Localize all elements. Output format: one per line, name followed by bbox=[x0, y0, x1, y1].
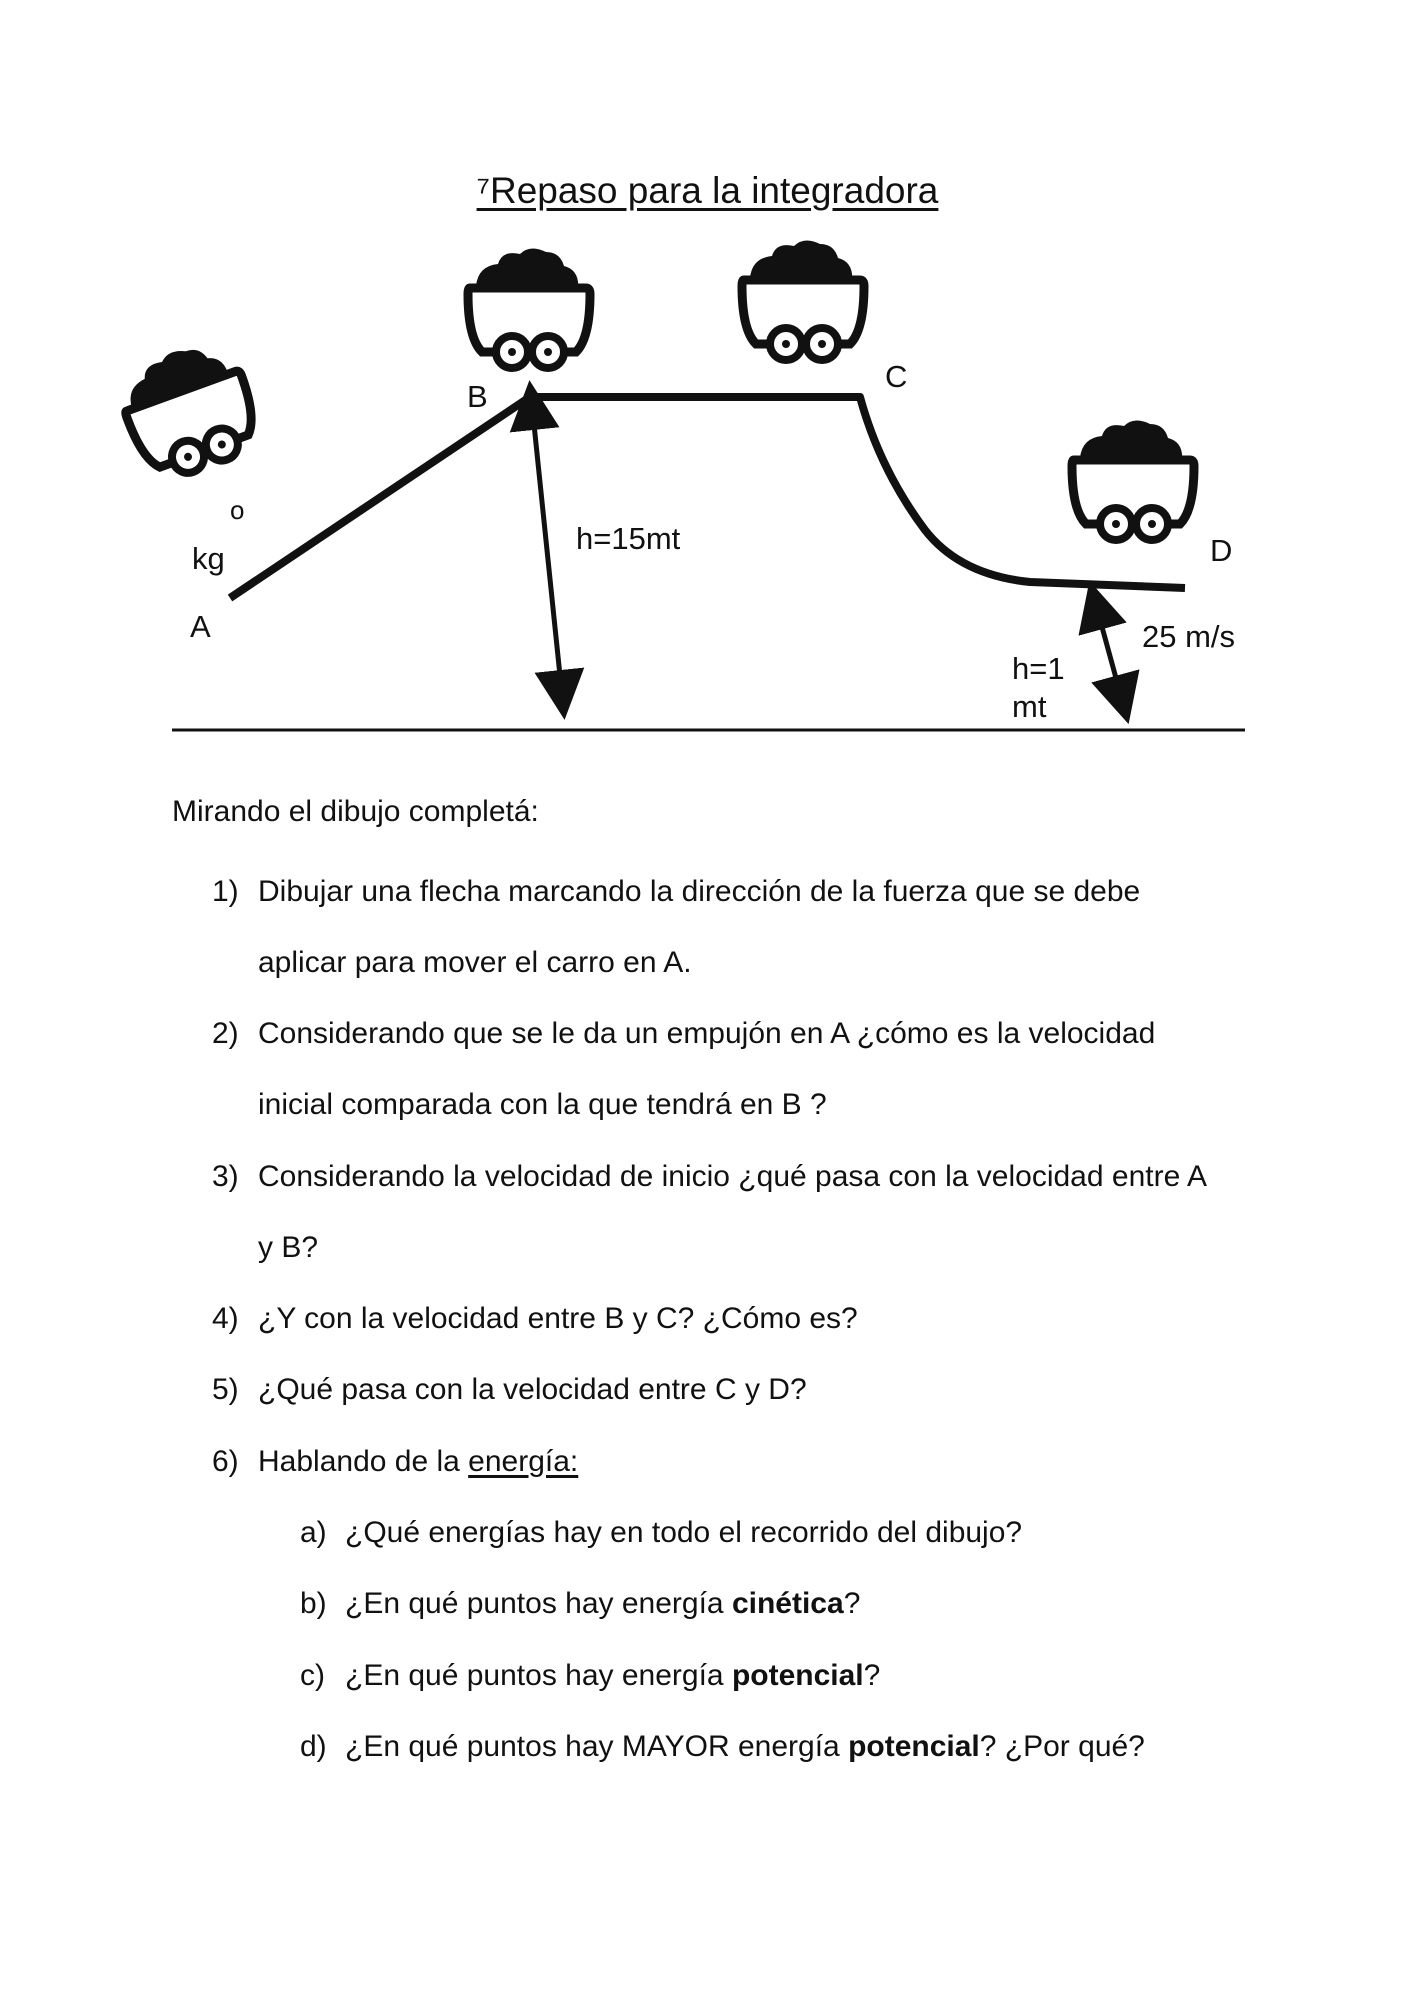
subquestion-bold: potencial bbox=[731, 1659, 864, 1692]
question-number: 2) bbox=[212, 1017, 239, 1050]
subquestion-text bbox=[345, 1661, 880, 1691]
question-number: 6) bbox=[212, 1445, 239, 1478]
speed-label-d: 25 m/s bbox=[1142, 619, 1236, 654]
question-text bbox=[258, 1447, 578, 1477]
subquestion-pre: ¿En qué puntos hay energía bbox=[345, 1587, 732, 1620]
subquestion-pre: ¿Qué energías hay en todo el recorrido del dibujo? bbox=[345, 1516, 1023, 1549]
cart-icon-b bbox=[468, 248, 590, 368]
track-line bbox=[230, 397, 1185, 598]
subquestion-letter: b) bbox=[300, 1587, 327, 1620]
label-c: C bbox=[885, 359, 908, 394]
cart-icon-a bbox=[111, 333, 267, 487]
height-label-d-2: mt bbox=[1012, 689, 1047, 724]
mass-fragment-top: o bbox=[230, 495, 245, 525]
question-text-cont: y B? bbox=[258, 1231, 319, 1264]
cart-icon-d bbox=[1072, 420, 1194, 540]
height-label-d-1: h=1 bbox=[1012, 651, 1065, 686]
subquestion-post: ? bbox=[863, 1659, 881, 1692]
label-b: B bbox=[467, 379, 488, 414]
question-number: 4) bbox=[212, 1302, 239, 1335]
subquestion-post: ? ¿Por qué? bbox=[979, 1730, 1145, 1763]
question-number: 1) bbox=[212, 875, 239, 908]
energy-heading: energía: bbox=[468, 1445, 579, 1478]
page-title: ⁷Repaso para la integradora bbox=[476, 170, 939, 211]
subquestion-bold: cinética bbox=[731, 1587, 844, 1620]
question-text: Dibujar una flecha marcando la dirección de la fuerza que se debe bbox=[258, 875, 1141, 908]
label-d: D bbox=[1210, 533, 1233, 568]
subquestion-text bbox=[345, 1518, 1022, 1548]
subquestion-letter: d) bbox=[300, 1730, 327, 1763]
subquestion-letter: a) bbox=[300, 1516, 327, 1549]
question-text: Considerando la velocidad de inicio ¿qué pasa con la velocidad entre A bbox=[258, 1160, 1207, 1193]
question-text-prefix: Hablando de la bbox=[258, 1445, 469, 1478]
question-text: Considerando que se le da un empujón en A ¿cómo es la velocidad bbox=[258, 1017, 1156, 1050]
height-arrow-d bbox=[1096, 605, 1122, 700]
subquestion-pre: ¿En qué puntos hay energía bbox=[345, 1659, 732, 1692]
height-arrow-b bbox=[532, 405, 562, 695]
question-text: ¿Qué pasa con la velocidad entre C y D? bbox=[258, 1373, 807, 1406]
height-label-b: h=15mt bbox=[576, 521, 681, 556]
question-text-cont: inicial comparada con la que tendrá en B ? bbox=[258, 1088, 827, 1121]
subquestion-post: ? bbox=[843, 1587, 861, 1620]
intro-text: Mirando el dibujo completá: bbox=[172, 795, 539, 828]
question-text-cont: aplicar para mover el carro en A. bbox=[258, 946, 692, 979]
subquestion-bold: potencial bbox=[848, 1730, 980, 1763]
label-a: A bbox=[190, 609, 211, 644]
subquestion-text bbox=[345, 1589, 860, 1619]
subquestion-text bbox=[345, 1732, 1145, 1762]
question-text: ¿Y con la velocidad entre B y C? ¿Cómo es? bbox=[258, 1302, 858, 1335]
question-number: 3) bbox=[212, 1160, 239, 1193]
mass-fragment: kg bbox=[192, 541, 225, 576]
question-number: 5) bbox=[212, 1373, 239, 1406]
subquestion-pre: ¿En qué puntos hay MAYOR energía bbox=[345, 1730, 849, 1763]
subquestion-letter: c) bbox=[300, 1659, 325, 1692]
cart-icon-c bbox=[742, 240, 864, 360]
